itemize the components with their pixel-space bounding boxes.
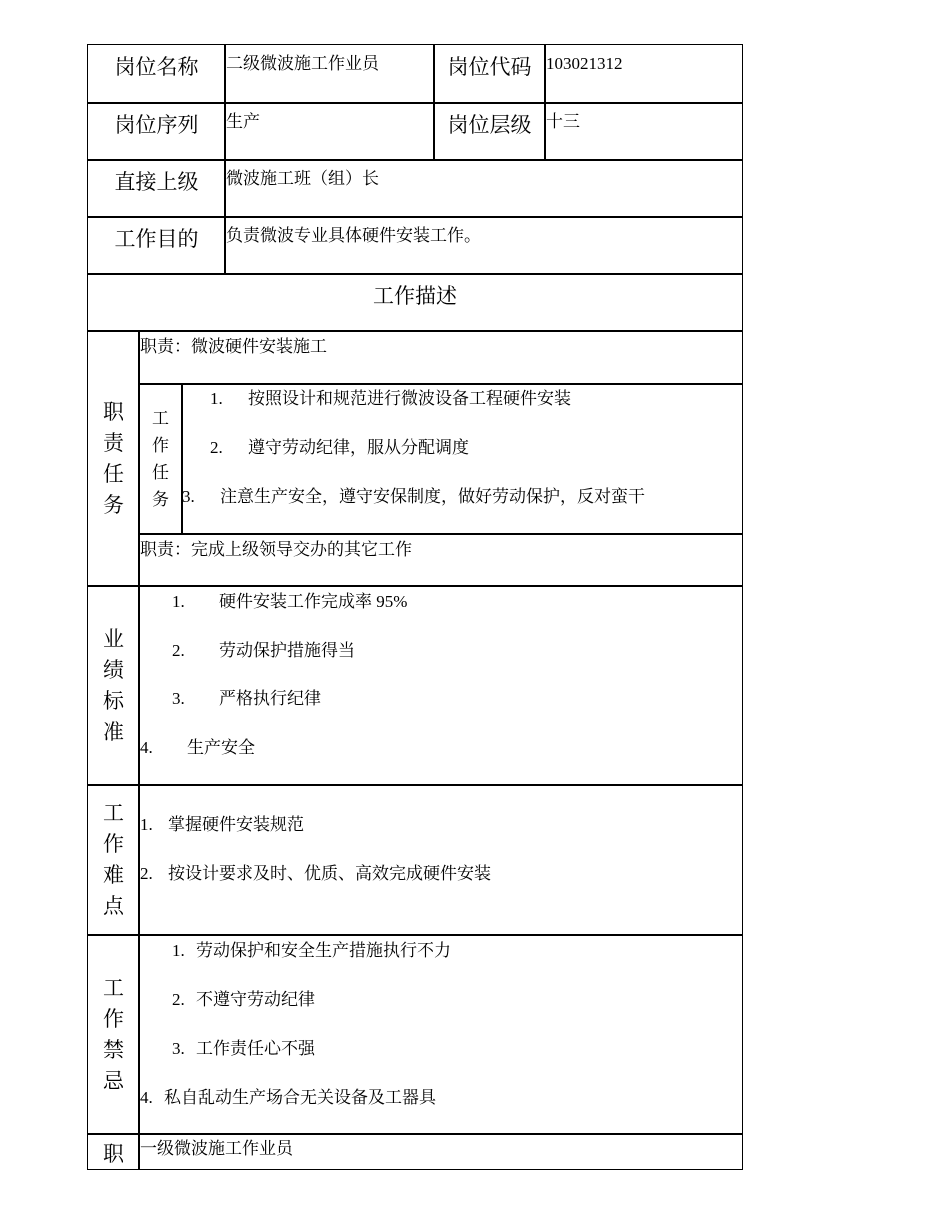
taboo-num: 3.	[172, 1039, 185, 1058]
taboo-text: 不遵守劳动纪律	[196, 990, 315, 1009]
purpose-label: 工作目的	[87, 216, 226, 275]
performance-label-char: 绩	[103, 657, 124, 682]
taboo-num: 2.	[172, 990, 185, 1009]
performance-num: 3.	[172, 689, 185, 708]
task-num: 1.	[210, 389, 223, 408]
task-label	[138, 383, 183, 535]
task-num: 2.	[210, 438, 223, 457]
taboos-label-char: 禁	[103, 1037, 124, 1062]
performance-num: 2.	[172, 641, 185, 660]
position-code-value: 103021312	[544, 44, 743, 104]
position-name-label: 岗位名称	[87, 44, 226, 104]
purpose-value: 负责微波专业具体硬件安装工作。	[224, 216, 743, 275]
duties-label-char: 任	[103, 461, 124, 486]
task-label-char: 工	[152, 409, 169, 428]
performance-text: 严格执行纪律	[219, 689, 321, 708]
performance-label-char: 准	[103, 719, 124, 744]
performance-label-char: 业	[103, 626, 124, 651]
performance-list	[138, 585, 743, 786]
difficulty-text: 掌握硬件安装规范	[168, 815, 304, 834]
difficulties-list	[138, 784, 743, 936]
performance-num: 1.	[172, 592, 185, 611]
task-label-char: 作	[152, 436, 169, 455]
task-text: 按照设计和规范进行微波设备工程硬件安装	[248, 389, 571, 408]
task-label-char: 任	[152, 463, 169, 482]
career-value: 一级微波施工作业员	[138, 1133, 743, 1170]
task-num: 3.	[182, 487, 195, 506]
task-list	[181, 383, 743, 535]
superior-label: 直接上级	[87, 159, 226, 218]
performance-label	[87, 585, 140, 786]
taboo-text: 劳动保护和安全生产措施执行不力	[196, 941, 451, 960]
taboos-list	[138, 934, 743, 1135]
taboo-text: 工作责任心不强	[196, 1039, 315, 1058]
duties-label-char: 职	[103, 399, 124, 424]
task-label-char: 务	[152, 490, 169, 509]
sequence-label: 岗位序列	[87, 102, 226, 161]
taboos-label-char: 忌	[103, 1068, 124, 1093]
taboo-num: 1.	[172, 941, 185, 960]
difficulties-label	[87, 784, 140, 936]
taboos-label	[87, 934, 140, 1135]
difficulties-label-char: 作	[103, 832, 124, 856]
duty-2-title: 职责：完成上级领导交办的其它工作	[138, 533, 743, 587]
difficulties-label-char: 工	[103, 801, 124, 825]
duties-label-char: 责	[103, 430, 124, 455]
taboo-text: 私自乱动生产场合无关设备及工器具	[164, 1088, 436, 1107]
position-name-value: 二级微波施工作业员	[224, 44, 435, 104]
difficulties-label-char: 难	[103, 863, 124, 887]
taboo-num: 4.	[140, 1088, 153, 1107]
difficulty-text: 按设计要求及时、优质、高效完成硬件安装	[168, 864, 491, 883]
duties-label	[87, 330, 140, 587]
task-text: 遵守劳动纪律，服从分配调度	[248, 438, 469, 457]
level-value: 十三	[544, 102, 743, 161]
description-title: 工作描述	[87, 273, 743, 332]
taboos-label-char: 工	[103, 975, 124, 1000]
task-text: 注意生产安全，遵守安保制度，做好劳动保护，反对蛮干	[220, 487, 645, 506]
difficulties-label-char: 点	[103, 894, 124, 918]
duty-1-title: 职责：微波硬件安装施工	[138, 330, 743, 385]
sequence-value: 生产	[224, 102, 435, 161]
performance-text: 硬件安装工作完成率 95%	[219, 592, 408, 611]
job-description-table	[87, 44, 743, 1170]
performance-text: 生产安全	[187, 738, 255, 757]
superior-value: 微波施工班（组）长	[224, 159, 743, 218]
difficulty-num: 1.	[140, 815, 153, 834]
difficulty-num: 2.	[140, 864, 153, 883]
performance-text: 劳动保护措施得当	[219, 641, 355, 660]
taboos-label-char: 作	[103, 1006, 124, 1031]
performance-label-char: 标	[103, 688, 124, 713]
position-code-label: 岗位代码	[433, 44, 546, 104]
duties-label-char: 务	[103, 492, 124, 517]
career-label: 职	[87, 1133, 140, 1170]
level-label: 岗位层级	[433, 102, 546, 161]
performance-num: 4.	[140, 738, 153, 757]
